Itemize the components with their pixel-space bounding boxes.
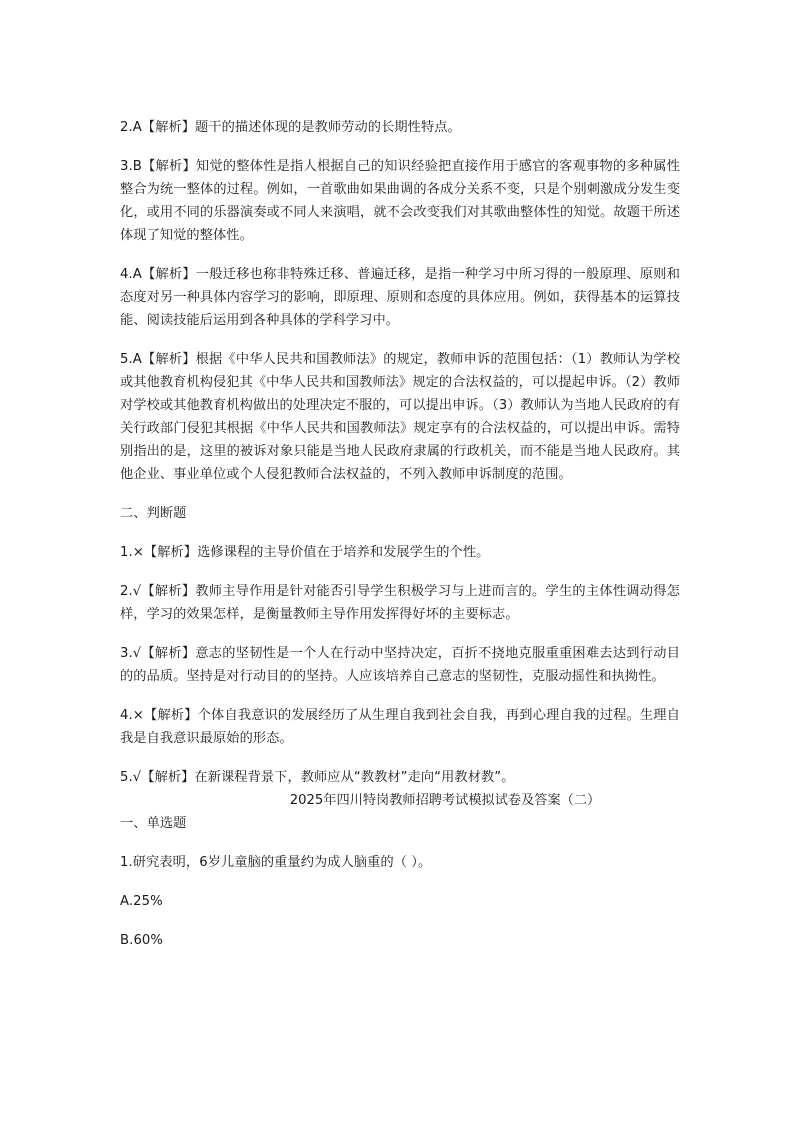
answer-4: 4.A【解析】一般迁移也称非特殊迁移、普遍迁移，是指一种学习中所习得的一般原理、原则和态度对另一种具体内容学习的影响，即原理、原则和态度的具体应用。例如，获得基本的运算技能、阅读技能后运用到各种具体的学科学习中。 <box>120 267 680 328</box>
judgement-answer-1: 1.×【解析】选修课程的主导价值在于培养和发展学生的个性。 <box>120 545 490 560</box>
answer-5: 5.A【解析】根据《中华人民共和国教师法》的规定，教师申诉的范围包括：（1）教师认为学校或其他教育机构侵犯其《中华人民共和国教师法》规定的合法权益的，可以提起申诉。（2）教师对学校或其他教育机构做出的处理决定不服的，可以提出申诉。（3）教师认为当地人民政府的有关行政部门侵犯其根据《中华人民共和国教师法》规定享有的合法权益的，可以提出申诉。需特别指出的是，这里的被诉对象只能是当地人民政府隶属的行政机关，而不能是当地人民政府。其他企业、事业单位或个人侵犯教师合法权益的，不列入教师申诉制度的范围。 <box>120 352 680 482</box>
document-content <box>120 116 680 968</box>
section-heading-judgement: 二、判断题 <box>120 506 187 521</box>
answer-2: 2.A【解析】题干的描述体现的是教师劳动的长期性特点。 <box>120 120 461 135</box>
option-b: B.60% <box>120 933 164 948</box>
judgement-answer-3: 3.√【解析】意志的坚韧性是一个人在行动中坚持决定，百折不挠地克服重重困难去达到行动目的的品质。坚持是对行动目的的坚持。人应该培养自己意志的坚韧性，克服动摇性和执拗性。 <box>120 646 680 684</box>
question-1: 1.研究表明，6岁儿童脑的重量约为成人脑重的（ ）。 <box>120 855 432 870</box>
judgement-answer-2: 2.√【解析】教师主导作用是针对能否引导学生积极学习与上进而言的。学生的主体性调动得怎样，学习的效果怎样，是衡量教师主导作用发挥得好坏的主要标志。 <box>120 584 680 622</box>
answer-3: 3.B【解析】知觉的整体性是指人根据自己的知识经验把直接作用于感官的客观事物的多种属性整合为统一整体的过程。例如，一首歌曲如果曲调的各成分关系不变，只是个别刺激成分发生变化，或用不同的乐器演奏或不同人来演唱，就不会改变我们对其歌曲整体性的知觉。故题干所述体现了知觉的整体性。 <box>120 159 680 243</box>
exam-title: 2025年四川特岗教师招聘考试模拟试卷及答案（二） <box>289 793 601 808</box>
option-a: A.25% <box>120 894 163 909</box>
section-heading-single-choice: 一、单选题 <box>120 816 187 831</box>
judgement-answer-5: 5.√【解析】在新课程背景下，教师应从“教教材”走向“用教材教”。 <box>120 770 515 785</box>
judgement-answer-4: 4.×【解析】个体自我意识的发展经历了从生理自我到社会自我，再到心理自我的过程。生理自我是自我意识最原始的形态。 <box>120 708 680 746</box>
